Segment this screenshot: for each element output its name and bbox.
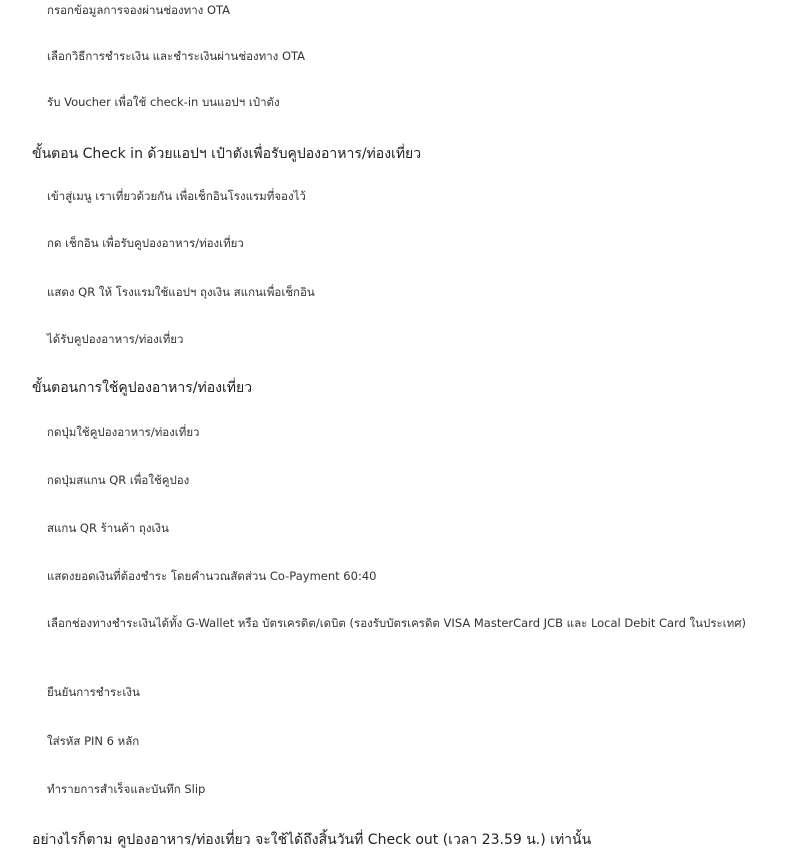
step-item: เลือกวิธีการชำระเงิน และชำระเงินผ่านช่องทาง OTA <box>47 49 306 63</box>
step-item: แสดง QR ให้ โรงแรมใช้แอปฯ ถุงเงิน สแกนเพื่อเช็กอิน <box>47 285 315 299</box>
section-heading: ขั้นตอนการใช้คูปองอาหาร/ท่องเที่ยว <box>32 380 253 396</box>
section-heading: ขั้นตอน Check in ด้วยแอปฯ เป๋าตังเพื่อรับคูปองอาหาร/ท่องเที่ยว <box>32 146 422 162</box>
step-item: เข้าสู่เมนู เราเที่ยวด้วยกัน เพื่อเช็กอินโรงแรมที่จองไว้ <box>47 189 306 203</box>
step-item: ใส่รหัส PIN 6 หลัก <box>47 734 140 748</box>
step-item: กด เช็กอิน เพื่อรับคูปองอาหาร/ท่องเที่ยว <box>47 236 244 250</box>
step-item: กดปุ่มใช้คูปองอาหาร/ท่องเที่ยว <box>47 425 200 439</box>
step-item: แสดงยอดเงินที่ต้องชำระ โดยคำนวณสัดส่วน Co-Payment 60:40 <box>47 569 377 583</box>
step-item: กดปุ่มสแกน QR เพื่อใช้คูปอง <box>47 473 190 487</box>
step-item: ทำรายการสำเร็จและบันทึก Slip <box>47 782 206 796</box>
step-item: รับ Voucher เพื่อใช้ check-in บนแอปฯ เป๋าตัง <box>47 95 280 109</box>
step-item: สแกน QR ร้านค้า ถุงเงิน <box>47 521 169 535</box>
step-item: กรอกข้อมูลการจองผ่านช่องทาง OTA <box>47 3 231 17</box>
footer-note: อย่างไรก็ตาม คูปองอาหาร/ท่องเที่ยว จะใช้ได้ถึงสิ้นวันที่ Check out (เวลา 23.59 น.) เท่านั้น <box>32 832 592 848</box>
step-item: ยืนยันการชำระเงิน <box>47 685 140 699</box>
step-item: ได้รับคูปองอาหาร/ท่องเที่ยว <box>47 332 184 346</box>
step-item: เลือกช่องทางชำระเงินได้ทั้ง G-Wallet หรือ บัตรเครดิต/เดบิต (รองรับบัตรเครดิต VISA MasterCard JCB และ Local Debit Card ในประเทศ) <box>47 616 746 630</box>
